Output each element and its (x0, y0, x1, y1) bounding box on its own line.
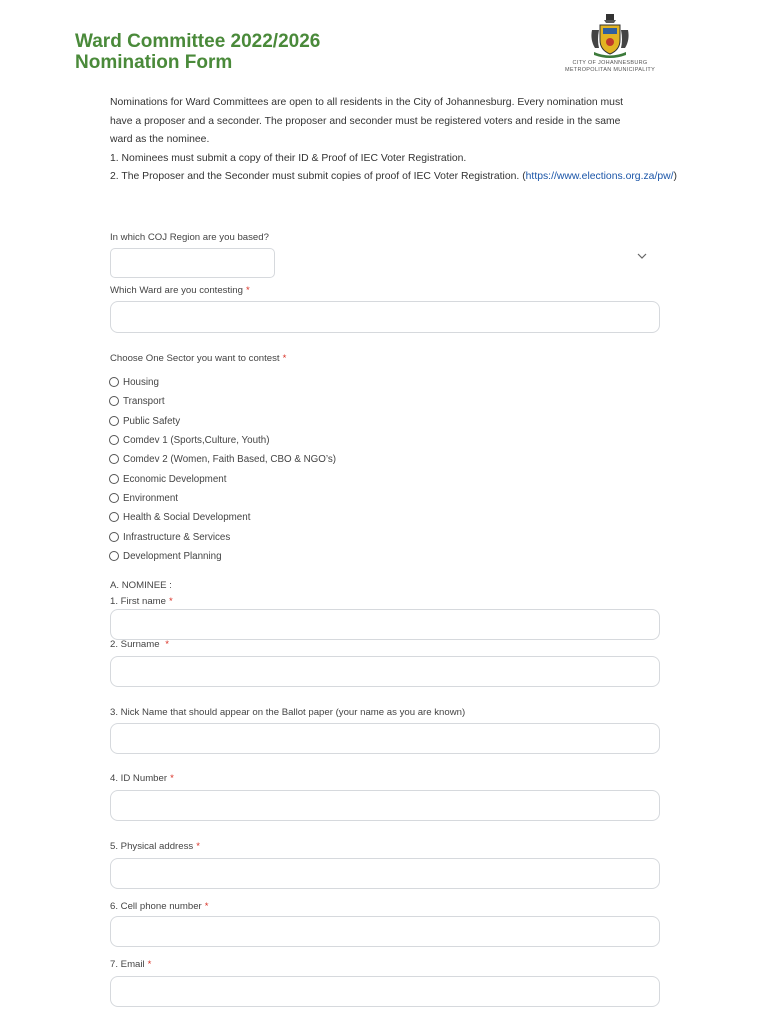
region-select[interactable] (110, 248, 275, 278)
required-marker: * (204, 901, 209, 912)
email-label-text: 7. Email (110, 959, 145, 970)
sector-option-label: Economic Development (123, 473, 227, 485)
radio-circle-icon[interactable] (109, 493, 119, 503)
sector-option-infrastructure[interactable] (109, 530, 230, 544)
physical-address-label (110, 841, 200, 852)
email-label (110, 959, 151, 970)
intro-line5-prefix: 2. The Proposer and the Seconder must submit copies of proof of IEC Voter Registration. ( (110, 171, 526, 182)
sector-option-label: Comdev 2 (Women, Faith Based, CBO & NGO’s) (123, 453, 337, 465)
sector-option-housing[interactable] (109, 375, 159, 389)
coat-of-arms-icon (586, 12, 634, 60)
id-number-input[interactable] (110, 790, 660, 821)
chevron-down-icon[interactable] (636, 250, 648, 262)
sector-option-label: Public Safety (123, 415, 181, 427)
surname-input[interactable] (110, 656, 660, 687)
nick-name-input[interactable] (110, 723, 660, 754)
physical-address-label-text: 5. Physical address (110, 841, 194, 852)
sector-option-development-planning[interactable] (109, 549, 222, 563)
required-marker: * (245, 285, 250, 296)
sector-option-public-safety[interactable] (109, 414, 180, 428)
first-name-input[interactable] (110, 609, 660, 640)
region-label: In which COJ Region are you based? (110, 232, 269, 243)
intro-line (110, 168, 710, 187)
cell-phone-label-text: 6. Cell phone number (110, 901, 202, 912)
ward-label (110, 285, 250, 296)
form-title (75, 31, 320, 73)
required-marker: * (282, 353, 287, 364)
intro-text (110, 94, 710, 187)
sector-option-environment[interactable] (109, 491, 178, 505)
sector-option-comdev-1[interactable] (109, 433, 269, 447)
sector-option-economic-development[interactable] (109, 472, 226, 486)
radio-circle-icon[interactable] (109, 532, 119, 542)
intro-line: ward as the nominee. (110, 134, 210, 145)
sector-option-label: Environment (123, 492, 178, 504)
radio-circle-icon[interactable] (109, 454, 119, 464)
logo-caption-line1: CITY OF JOHANNESBURG (572, 60, 648, 66)
radio-circle-icon[interactable] (109, 474, 119, 484)
sector-option-label: Housing (123, 376, 159, 388)
ward-input[interactable] (110, 301, 660, 333)
surname-label-text: 2. Surname (110, 639, 163, 650)
first-name-label-text: 1. First name (110, 596, 166, 607)
radio-circle-icon[interactable] (109, 416, 119, 426)
sector-option-label: Health & Social Development (123, 511, 251, 523)
sector-label (110, 353, 286, 364)
required-marker: * (147, 959, 152, 970)
physical-address-input[interactable] (110, 858, 660, 889)
cell-phone-input[interactable] (110, 916, 660, 947)
radio-circle-icon[interactable] (109, 377, 119, 387)
nominee-heading: A. NOMINEE : (110, 580, 172, 591)
id-number-label-text: 4. ID Number (110, 773, 168, 784)
required-marker: * (168, 596, 173, 607)
ward-label-text: Which Ward are you contesting (110, 285, 243, 296)
sector-option-transport[interactable] (109, 394, 165, 408)
radio-circle-icon[interactable] (109, 396, 119, 406)
intro-line5-suffix: ) (673, 171, 677, 182)
radio-circle-icon[interactable] (109, 512, 119, 522)
radio-circle-icon[interactable] (109, 551, 119, 561)
radio-circle-icon[interactable] (109, 435, 119, 445)
first-name-label (110, 596, 173, 607)
nick-name-label: 3. Nick Name that should appear on the Ballot paper (your name as you are known) (110, 707, 466, 718)
elections-link[interactable]: https://www.elections.org.za/pw/ (525, 171, 674, 182)
sector-label-text: Choose One Sector you want to contest (110, 353, 280, 364)
coat-of-arms-logo (556, 12, 664, 82)
required-marker: * (196, 841, 200, 852)
required-marker: * (170, 773, 174, 784)
sector-option-label: Development Planning (123, 550, 222, 562)
cell-phone-label (110, 901, 208, 912)
intro-line: Nominations for Ward Committees are open to all residents in the City of Johannesburg. Every nomination must (110, 97, 624, 108)
intro-line: 1. Nominees must submit a copy of their ID & Proof of IEC Voter Registration. (110, 152, 467, 164)
form-title-line1: Ward Committee 2022/2026 (75, 31, 321, 52)
surname-label (110, 639, 169, 650)
required-marker: * (165, 639, 169, 650)
sector-option-health-social[interactable] (109, 510, 250, 524)
logo-caption-line2: METROPOLITAN MUNICIPALITY (564, 66, 656, 73)
form-title-line2: Nomination Form (75, 52, 233, 73)
sector-option-comdev-2[interactable] (109, 452, 336, 466)
id-number-label (110, 773, 174, 784)
sector-option-label: Infrastructure & Services (123, 531, 231, 543)
sector-option-label: Comdev 1 (Sports,Culture, Youth) (123, 434, 270, 446)
intro-line: have a proposer and a seconder. The proposer and seconder must be registered voters and reside in the same (110, 115, 621, 127)
sector-option-label: Transport (123, 395, 165, 407)
email-input[interactable] (110, 976, 660, 1007)
